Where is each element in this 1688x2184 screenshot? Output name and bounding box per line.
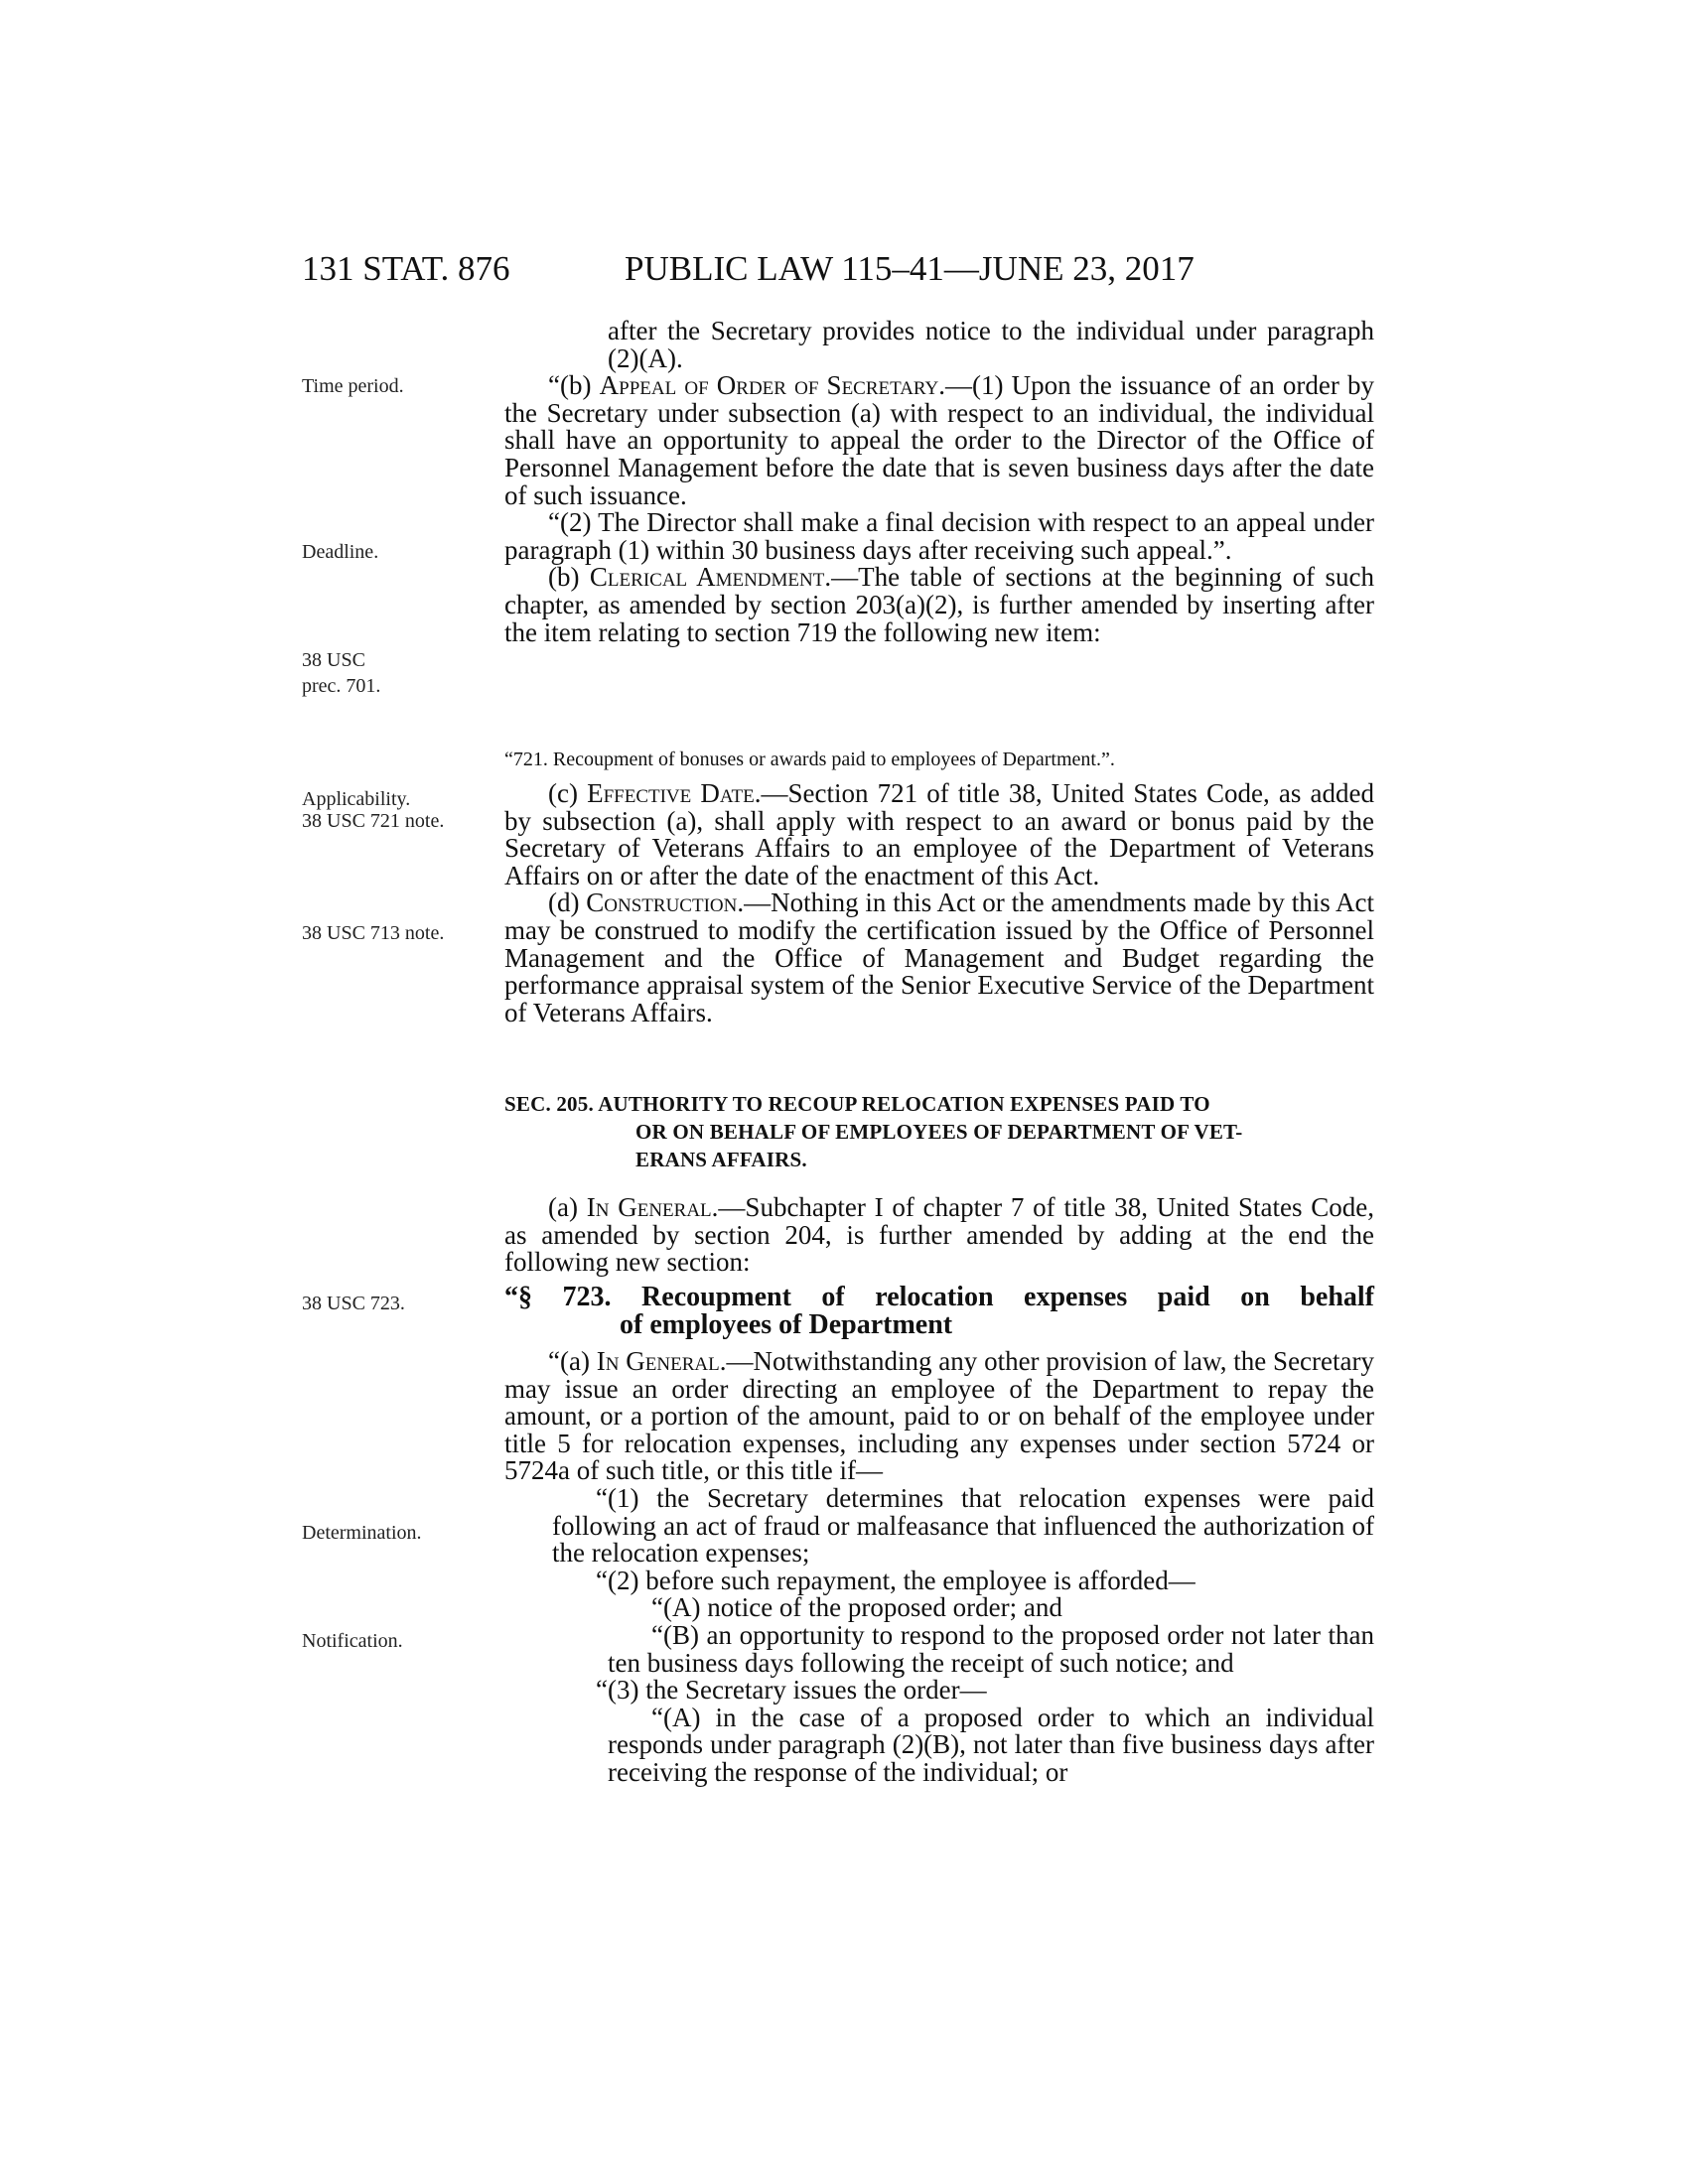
margin-note-38usc-prec-701 <box>302 647 481 699</box>
paragraph-enum: (a) <box>548 1192 587 1222</box>
paragraph-723-2: “(2) before such repayment, the employee is afforded— <box>596 1565 1196 1595</box>
section-205-heading <box>504 1090 1374 1173</box>
paragraph-heading: Appeal of Order of Secretary <box>599 370 939 401</box>
paragraph-body: .—The table of sections at the beginning of such chapter, as amended by section 203(a)(2), is further amended by inserting after the item relating to section 719 the following new item: <box>504 562 1375 647</box>
paragraph-construction <box>504 889 1374 1026</box>
paragraph-heading: In General <box>596 1346 720 1376</box>
paragraph-heading: Clerical Amendment <box>589 562 825 593</box>
table-of-sections-item: “721. Recoupment of bonuses or awards paid to employees of Department.”. <box>504 749 1115 770</box>
paragraph-723-2B: “(B) an opportunity to respond to the proposed order not later than ten business days following the receipt of such notice; and <box>608 1619 1374 1678</box>
paragraph-body: .—Section 721 of title 38, United States Code, as added by subsection (a), shall apply with respect to an award or bonus paid by the Secretary of Veterans Affairs to an employee of the Department of Veterans Affairs on or after the date of the enactment of this Act. <box>504 778 1374 890</box>
paragraph-director-decision: “(2) The Director shall make a final decision with respect to an appeal under paragraph (1) within 30 business days after receiving such appeal.”. <box>504 507 1374 565</box>
text-block-3 <box>504 1194 1374 1277</box>
section-723-title <box>504 1284 1374 1339</box>
paragraph-enum: “(a) <box>548 1346 597 1376</box>
paragraph-enum: “(b) <box>548 370 600 401</box>
paragraph-enum: (b) <box>548 562 590 593</box>
paragraph-effective-date <box>504 780 1374 889</box>
paragraph-enum: (d) <box>548 887 587 918</box>
margin-note-notification: Notification. <box>302 1630 403 1652</box>
paragraph-heading: Effective Date <box>587 778 755 808</box>
paragraph-body: .—(1) Upon the issuance of an order by the Secretary under subsection (a) with respect to an individual, the individual shall have an opportunity to appeal the order to the Director of the Office of Personnel Management before the date that is seven business days after the date of such issuance. <box>504 370 1374 510</box>
margin-note-line: 38 USC <box>302 649 365 671</box>
margin-note-applicability: Applicability. <box>302 788 411 810</box>
text-block-4 <box>504 1348 1374 1787</box>
section-heading-line: ERANS AFFAIRS. <box>635 1148 807 1171</box>
paragraph-723-1: “(1) the Secretary determines that relocation expenses were paid following an act of fraud or malfeasance that influenced the authorization of the relocation expenses; <box>552 1482 1374 1569</box>
paragraph-723-3A: “(A) in the case of a proposed order to which an individual responds under paragraph (2)(B), not later than five business days after receiving the response of the individual; or <box>608 1702 1374 1787</box>
public-law-title: PUBLIC LAW 115–41—JUNE 23, 2017 <box>625 249 1195 288</box>
margin-note-38usc-723: 38 USC 723. <box>302 1293 405 1314</box>
margin-note-time-period: Time period. <box>302 375 404 397</box>
margin-note-deadline: Deadline. <box>302 541 379 563</box>
section-heading-line: OR ON BEHALF OF EMPLOYEES OF DEPARTMENT OF VET- <box>635 1120 1243 1144</box>
paragraph-clerical-amendment <box>504 564 1374 646</box>
paragraph-723-in-general <box>504 1348 1374 1485</box>
paragraph-723-3: “(3) the Secretary issues the order— <box>596 1675 987 1706</box>
margin-note-38usc-713-note: 38 USC 713 note. <box>302 922 445 944</box>
text-block-1 <box>504 318 1374 646</box>
paragraph-body: .—Nothing in this Act or the amendments made by this Act may be construed to modify the certification issued by the Office of Personnel Management and the Office of Management and Budget regarding the performance appraisal system of the Senior Executive Service of the Department of Veterans Affairs. <box>504 887 1374 1027</box>
margin-note-line: prec. 701. <box>302 675 381 697</box>
paragraph-appeal-of-order <box>504 372 1374 509</box>
margin-note-38usc-721-note: 38 USC 721 note. <box>302 810 445 832</box>
paragraph-heading: In General <box>586 1192 712 1222</box>
text-block-2 <box>504 780 1374 1026</box>
paragraph-body: .—Subchapter I of chapter 7 of title 38, United States Code, as amended by section 204, is further amended by adding at the end the following new section: <box>504 1192 1374 1278</box>
margin-note-determination: Determination. <box>302 1522 422 1544</box>
section-title-line: of employees of Department <box>620 1309 953 1340</box>
paragraph-body: .—Notwithstanding any other provision of law, the Secretary may issue an order directing an employee of the Department to repay the amount, or a portion of the amount, paid to or on behalf of the employee under title 5 for relocation expenses, including any expenses under section 5724 or 5724a of such title, or this title if— <box>504 1346 1374 1486</box>
paragraph-continuation: after the Secretary provides notice to the individual under paragraph (2)(A). <box>608 316 1374 373</box>
section-heading-line: SEC. 205. AUTHORITY TO RECOUP RELOCATION EXPENSES PAID TO <box>504 1092 1210 1116</box>
paragraph-sec205-in-general <box>504 1194 1374 1277</box>
statute-page-number: 131 STAT. 876 <box>302 249 510 288</box>
paragraph-723-2A: “(A) notice of the proposed order; and <box>651 1592 1062 1623</box>
running-head <box>302 244 1374 294</box>
section-title-line: “§ 723. Recoupment of relocation expenses paid on behalf <box>504 1282 1374 1312</box>
paragraph-enum: (c) <box>548 778 588 808</box>
paragraph-heading: Construction <box>586 887 738 918</box>
